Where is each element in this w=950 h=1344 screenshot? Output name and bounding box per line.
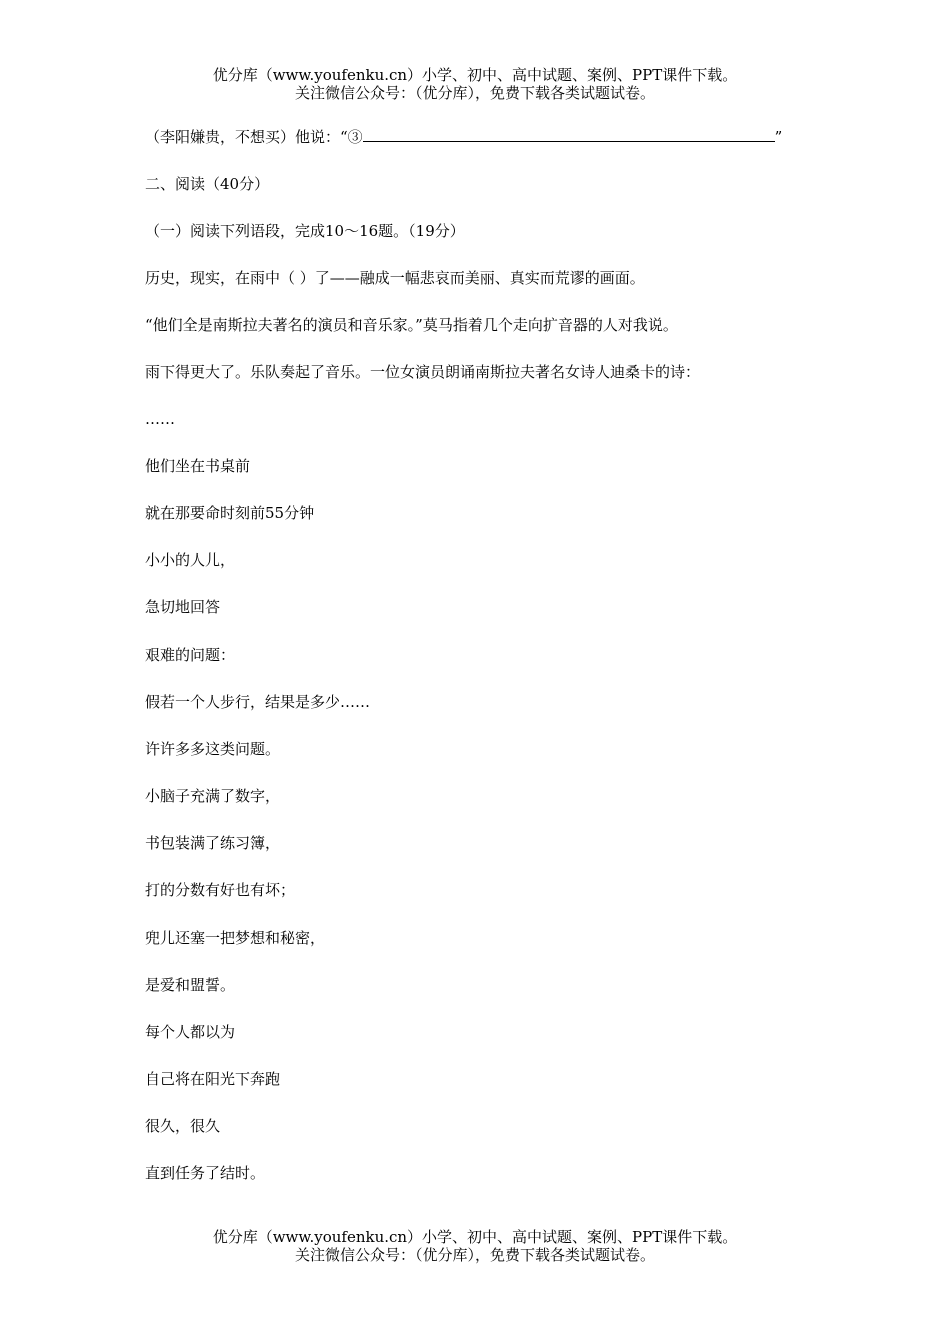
paragraph: 雨下得更大了。乐队奏起了音乐。一位女演员朗诵南斯拉夫著名女诗人迪桑卡的诗： [145,363,701,381]
poem-line: 打的分数有好也有坏； [145,881,296,899]
poem-line: 直到任务了结时。 [145,1164,266,1182]
poem-line: 艰难的问题： [145,646,236,664]
poem-line: 许许多多这类问题。 [145,740,281,758]
poem-line: 是爱和盟誓。 [145,976,236,994]
page-header [0,66,950,102]
header-line-1: 优分库（www.youfenku.cn）小学、初中、高中试题、案例、PPT课件下载。 [212,66,738,84]
poem-line: 急切地回答 [145,598,221,616]
answer-blank-3[interactable] [363,127,775,142]
poem-line: 兜儿还塞一把梦想和秘密， [145,929,326,947]
poem-line: 每个人都以为 [145,1023,236,1041]
poem-line: 自己将在阳光下奔跑 [145,1070,281,1088]
poem-line: 假若一个人步行，结果是多少…… [145,693,371,711]
paragraph: 历史，现实，在雨中（ ）了——融成一幅悲哀而美丽、真实而荒谬的画面。 [145,269,645,287]
poem-line: 很久，很久 [145,1117,221,1135]
poem-line: 他们坐在书桌前 [145,457,251,475]
poem-line: 小小的人儿， [145,551,236,569]
poem-line: 小脑子充满了数字， [145,787,281,805]
poem-line: 书包装满了练习簿， [145,834,281,852]
poem-line: …… [145,410,175,428]
footer-line-1: 优分库（www.youfenku.cn）小学、初中、高中试题、案例、PPT课件下载。 [212,1228,738,1246]
question-tail-prefix: （李阳嫌贵，不想买）他说：“③ [145,128,363,146]
question-tail-suffix: ” [774,128,783,146]
header-line-2: 关注微信公众号：（优分库），免费下载各类试题试卷。 [294,84,655,102]
section-title: 二、阅读（40分） [145,175,270,193]
footer-line-2: 关注微信公众号：（优分库），免费下载各类试题试卷。 [294,1246,655,1264]
paragraph: “他们全是南斯拉夫著名的演员和音乐家。”莫马指着几个走向扩音器的人对我说。 [145,316,678,334]
subsection-title: （一）阅读下列语段，完成10～16题。（19分） [145,222,465,240]
question-tail-line [145,127,782,147]
poem-line: 就在那要命时刻前55分钟 [145,504,315,522]
page-footer [0,1228,950,1264]
